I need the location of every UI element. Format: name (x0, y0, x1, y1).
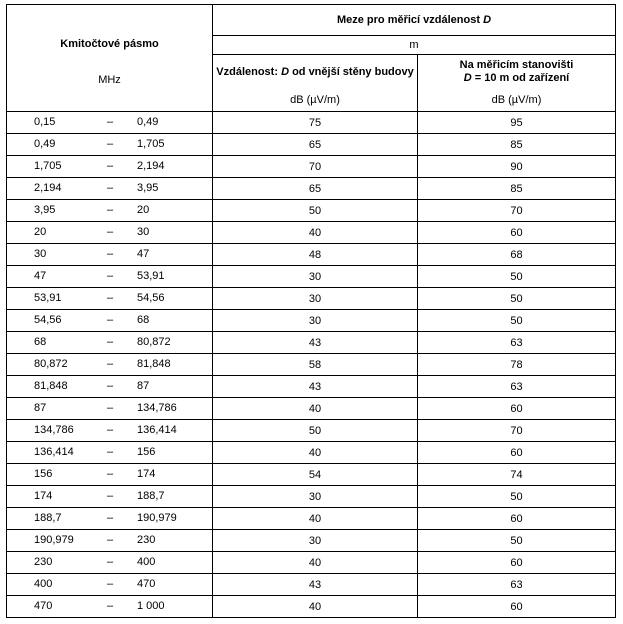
range-dash: – (107, 204, 114, 216)
limit-site-cell: 60 (418, 596, 616, 618)
limits-distance-variable: D (483, 14, 492, 26)
frequency-to: 20 (137, 204, 150, 216)
table-row (7, 398, 616, 420)
limit-site-cell: 63 (418, 376, 616, 398)
range-dash: – (107, 314, 114, 326)
frequency-from: 188,7 (34, 512, 62, 524)
column-header-site-suffix: = 10 m od zařízení (471, 72, 570, 84)
range-dash: – (107, 358, 114, 370)
frequency-from: 30 (34, 248, 47, 260)
range-dash: – (107, 138, 114, 150)
frequency-from: 174 (34, 490, 53, 502)
frequency-from: 2,194 (34, 182, 62, 194)
limit-building-cell: 54 (213, 464, 418, 486)
frequency-to: 156 (137, 446, 156, 458)
frequency-to: 30 (137, 226, 150, 238)
frequency-from: 230 (34, 556, 53, 568)
table-row (7, 178, 616, 200)
frequency-range-cell (7, 596, 213, 618)
range-dash: – (107, 160, 114, 172)
table-row (7, 134, 616, 156)
limit-site-cell: 50 (418, 310, 616, 332)
column-header-site-line1: Na měřicím stanovišti (459, 59, 574, 71)
limit-site-cell: 68 (418, 244, 616, 266)
frequency-range-cell (7, 486, 213, 508)
range-dash: – (107, 600, 114, 612)
table-row (7, 288, 616, 310)
limit-building-cell: 40 (213, 222, 418, 244)
column-header-building-variable: D (281, 65, 290, 78)
frequency-range-cell (7, 530, 213, 552)
limit-building-cell: 30 (213, 288, 418, 310)
frequency-range-cell (7, 200, 213, 222)
range-dash: – (107, 578, 114, 590)
limit-site-cell: 85 (418, 134, 616, 156)
limit-site-cell: 70 (418, 200, 616, 222)
limit-site-cell: 63 (418, 574, 616, 596)
frequency-range-cell (7, 376, 213, 398)
frequency-to: 3,95 (137, 182, 159, 194)
limit-site-cell: 60 (418, 552, 616, 574)
frequency-to: 190,979 (137, 512, 177, 524)
frequency-range-cell (7, 178, 213, 200)
table-body (7, 5, 616, 618)
frequency-range-cell (7, 112, 213, 134)
table-row (7, 112, 616, 134)
limit-building-cell: 40 (213, 552, 418, 574)
table-row (7, 244, 616, 266)
frequency-unit-label: MHz (98, 74, 121, 86)
frequency-from: 3,95 (34, 204, 56, 216)
frequency-range-cell (7, 398, 213, 420)
frequency-from: 47 (34, 270, 47, 282)
range-dash: – (107, 248, 114, 260)
header-row-limits (7, 5, 616, 36)
limits-label: Meze pro měřicí vzdálenost (336, 14, 481, 26)
emission-limits-table (6, 4, 616, 618)
range-dash: – (107, 402, 114, 414)
frequency-range-cell (7, 332, 213, 354)
frequency-band-label: Kmitočtové pásmo (60, 38, 159, 50)
frequency-from: 53,91 (34, 292, 62, 304)
limit-site-cell: 95 (418, 112, 616, 134)
value-unit-building: dB (µV/m) (213, 89, 418, 112)
limit-building-cell: 43 (213, 376, 418, 398)
limit-building-cell: 40 (213, 442, 418, 464)
limit-site-cell: 60 (418, 222, 616, 244)
limit-site-cell: 63 (418, 332, 616, 354)
table-row (7, 530, 616, 552)
frequency-range-cell (7, 134, 213, 156)
frequency-from: 156 (34, 468, 53, 480)
frequency-from: 470 (34, 600, 53, 612)
table-row (7, 222, 616, 244)
range-dash: – (107, 292, 114, 304)
limit-site-cell: 50 (418, 288, 616, 310)
column-header-building-suffix: od vnější stěny budovy (289, 65, 414, 78)
frequency-to: 68 (137, 314, 150, 326)
frequency-to: 1,705 (137, 138, 165, 150)
frequency-from: 136,414 (34, 446, 74, 458)
column-header-building-prefix: Vzdálenost: (216, 65, 282, 78)
limit-building-cell: 48 (213, 244, 418, 266)
frequency-to: 230 (137, 534, 156, 546)
frequency-range-cell (7, 288, 213, 310)
limit-site-cell: 60 (418, 398, 616, 420)
frequency-from: 0,15 (34, 116, 56, 128)
frequency-band-header (7, 5, 213, 112)
range-dash: – (107, 490, 114, 502)
limit-building-cell: 50 (213, 200, 418, 222)
limit-site-cell: 78 (418, 354, 616, 376)
limit-building-cell: 75 (213, 112, 418, 134)
frequency-range-cell (7, 442, 213, 464)
frequency-from: 80,872 (34, 358, 68, 370)
table-row (7, 266, 616, 288)
range-dash: – (107, 336, 114, 348)
column-header-building (213, 55, 418, 90)
frequency-from: 87 (34, 402, 47, 414)
frequency-from: 134,786 (34, 424, 74, 436)
limit-building-cell: 30 (213, 530, 418, 552)
table-row (7, 332, 616, 354)
frequency-range-cell (7, 464, 213, 486)
range-dash: – (107, 270, 114, 282)
distance-unit-label: m (213, 36, 616, 55)
frequency-from: 68 (34, 336, 47, 348)
column-header-site (418, 55, 616, 90)
frequency-range-cell (7, 156, 213, 178)
frequency-to: 87 (137, 380, 150, 392)
table-row (7, 376, 616, 398)
limit-site-cell: 85 (418, 178, 616, 200)
frequency-to: 174 (137, 468, 156, 480)
limit-building-cell: 30 (213, 266, 418, 288)
limit-building-cell: 40 (213, 398, 418, 420)
value-unit-site: dB (µV/m) (418, 89, 616, 112)
limit-site-cell: 60 (418, 442, 616, 464)
range-dash: – (107, 534, 114, 546)
table-row (7, 156, 616, 178)
frequency-range-cell (7, 244, 213, 266)
table-row (7, 486, 616, 508)
frequency-from: 1,705 (34, 160, 62, 172)
range-dash: – (107, 424, 114, 436)
frequency-from: 0,49 (34, 138, 56, 150)
frequency-to: 136,414 (137, 424, 177, 436)
frequency-range-cell (7, 574, 213, 596)
frequency-from: 400 (34, 578, 53, 590)
frequency-to: 470 (137, 578, 156, 590)
limit-site-cell: 60 (418, 508, 616, 530)
range-dash: – (107, 116, 114, 128)
limit-site-cell: 50 (418, 266, 616, 288)
table-row (7, 596, 616, 618)
range-dash: – (107, 556, 114, 568)
limit-building-cell: 30 (213, 310, 418, 332)
limit-building-cell: 50 (213, 420, 418, 442)
frequency-from: 81,848 (34, 380, 68, 392)
frequency-range-cell (7, 354, 213, 376)
frequency-to: 188,7 (137, 490, 165, 502)
table-row (7, 464, 616, 486)
limit-site-cell: 74 (418, 464, 616, 486)
table-row (7, 508, 616, 530)
limit-building-cell: 65 (213, 134, 418, 156)
frequency-to: 80,872 (137, 336, 171, 348)
limit-building-cell: 58 (213, 354, 418, 376)
limit-building-cell: 70 (213, 156, 418, 178)
limit-site-cell: 90 (418, 156, 616, 178)
range-dash: – (107, 226, 114, 238)
table-row (7, 310, 616, 332)
frequency-range-cell (7, 552, 213, 574)
range-dash: – (107, 512, 114, 524)
frequency-range-cell (7, 420, 213, 442)
limit-site-cell: 70 (418, 420, 616, 442)
table-row (7, 200, 616, 222)
limit-site-cell: 50 (418, 530, 616, 552)
limit-building-cell: 40 (213, 596, 418, 618)
frequency-range-cell (7, 266, 213, 288)
limit-building-cell: 65 (213, 178, 418, 200)
frequency-to: 47 (137, 248, 150, 260)
frequency-range-cell (7, 508, 213, 530)
table-row (7, 354, 616, 376)
limit-building-cell: 40 (213, 508, 418, 530)
table-row (7, 420, 616, 442)
table-row (7, 552, 616, 574)
frequency-to: 134,786 (137, 402, 177, 414)
frequency-to: 400 (137, 556, 156, 568)
frequency-to: 2,194 (137, 160, 165, 172)
frequency-from: 54,56 (34, 314, 62, 326)
limit-site-cell: 50 (418, 486, 616, 508)
frequency-to: 53,91 (137, 270, 165, 282)
frequency-from: 190,979 (34, 534, 74, 546)
limits-header (213, 5, 616, 36)
table-row (7, 574, 616, 596)
frequency-to: 0,49 (137, 116, 159, 128)
frequency-range-cell (7, 222, 213, 244)
limit-building-cell: 30 (213, 486, 418, 508)
frequency-range-cell (7, 310, 213, 332)
table-row (7, 442, 616, 464)
frequency-to: 1 000 (137, 600, 165, 612)
frequency-from: 20 (34, 226, 47, 238)
range-dash: – (107, 446, 114, 458)
column-header-site-variable: D (463, 72, 472, 84)
range-dash: – (107, 182, 114, 194)
limit-building-cell: 43 (213, 574, 418, 596)
limit-building-cell: 43 (213, 332, 418, 354)
range-dash: – (107, 380, 114, 392)
frequency-to: 54,56 (137, 292, 165, 304)
range-dash: – (107, 468, 114, 480)
frequency-to: 81,848 (137, 358, 171, 370)
